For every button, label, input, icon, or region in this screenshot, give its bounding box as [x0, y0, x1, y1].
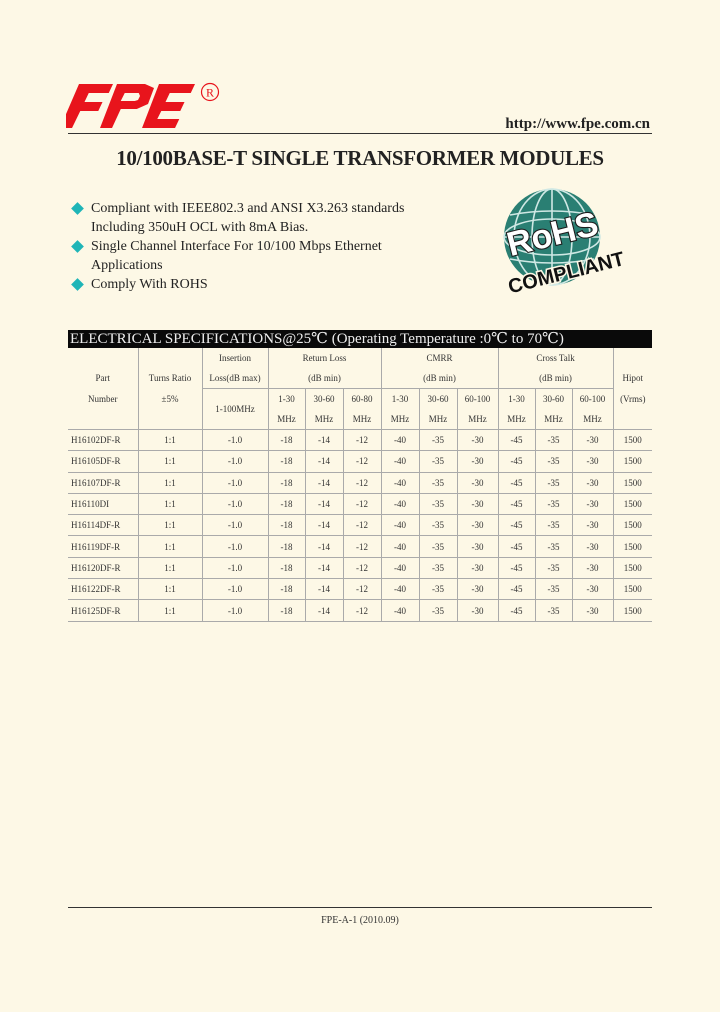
table-header: (Vrms) — [613, 389, 652, 410]
table-cell: -30 — [572, 430, 613, 451]
diamond-bullet-icon — [71, 278, 84, 291]
table-cell: -30 — [457, 430, 498, 451]
part-number-cell: H16125DF-R — [68, 600, 138, 621]
spec-table — [68, 348, 652, 622]
table-cell: -14 — [305, 600, 343, 621]
table-cell: -12 — [343, 451, 381, 472]
table-cell: -45 — [498, 557, 535, 578]
table-cell: -40 — [381, 557, 419, 578]
table-header — [68, 348, 138, 368]
table-row — [68, 472, 652, 493]
table-cell: -35 — [419, 536, 457, 557]
table-cell: 1:1 — [138, 579, 202, 600]
table-cell: 1500 — [613, 600, 652, 621]
table-cell: -30 — [572, 451, 613, 472]
table-header: Number — [88, 393, 118, 404]
table-cell: -18 — [268, 579, 305, 600]
table-cell: -18 — [268, 515, 305, 536]
table-row — [68, 557, 652, 578]
table-cell: -30 — [457, 536, 498, 557]
table-cell: -30 — [572, 493, 613, 514]
table-cell: -45 — [498, 493, 535, 514]
table-row — [68, 430, 652, 451]
table-cell: -30 — [572, 557, 613, 578]
table-cell: -14 — [305, 472, 343, 493]
part-number-cell: H16119DF-R — [68, 536, 138, 557]
table-cell: -35 — [419, 579, 457, 600]
table-cell: -12 — [343, 430, 381, 451]
table-header: (dB min) — [381, 368, 498, 389]
table-cell: -30 — [457, 451, 498, 472]
table-header — [613, 409, 652, 430]
table-cell: -45 — [498, 451, 535, 472]
table-cell: -40 — [381, 600, 419, 621]
table-cell: -14 — [305, 579, 343, 600]
table-cell: 1500 — [613, 493, 652, 514]
table-row — [68, 600, 652, 621]
table-header: Loss(dB max) — [202, 368, 268, 389]
table-cell: -30 — [457, 515, 498, 536]
rohs-compliant-badge — [480, 185, 630, 305]
table-cell: -14 — [305, 557, 343, 578]
table-header: Cross Talk — [498, 348, 613, 368]
table-header: MHz — [381, 409, 419, 430]
table-row — [68, 451, 652, 472]
table-cell: -18 — [268, 536, 305, 557]
part-number-cell: H16107DF-R — [68, 472, 138, 493]
table-cell: 1:1 — [138, 515, 202, 536]
table-header: MHz — [419, 409, 457, 430]
table-cell: -45 — [498, 430, 535, 451]
table-cell: -35 — [419, 493, 457, 514]
part-number-cell: H16114DF-R — [68, 515, 138, 536]
footer-divider — [68, 907, 652, 908]
table-cell: 1500 — [613, 430, 652, 451]
table-cell: 1:1 — [138, 493, 202, 514]
table-header: 30-60 — [535, 389, 572, 410]
table-header: Part — [95, 373, 110, 384]
table-cell: 1500 — [613, 451, 652, 472]
table-cell: 1:1 — [138, 451, 202, 472]
table-cell: -35 — [535, 600, 572, 621]
table-cell: -1.0 — [202, 536, 268, 557]
table-cell: -35 — [419, 600, 457, 621]
part-number-cell: H16102DF-R — [68, 430, 138, 451]
fpe-logo — [66, 80, 196, 132]
table-row — [68, 493, 652, 514]
table-header: MHz — [268, 409, 305, 430]
table-header: 1-30 — [498, 389, 535, 410]
table-cell: -35 — [535, 579, 572, 600]
table-cell: 1:1 — [138, 536, 202, 557]
table-cell: 1:1 — [138, 600, 202, 621]
svg-text:R: R — [205, 85, 215, 100]
table-cell: -30 — [457, 579, 498, 600]
table-cell: -30 — [572, 600, 613, 621]
feature-item-continued: Applications — [91, 258, 163, 273]
table-header: ±5% — [138, 389, 202, 410]
table-cell: -1.0 — [202, 493, 268, 514]
feature-item-continued: Including 350uH OCL with 8mA Bias. — [91, 220, 309, 235]
table-cell: -12 — [343, 536, 381, 557]
table-header: 30-60 — [419, 389, 457, 410]
table-header: MHz — [498, 409, 535, 430]
table-header: Hipot — [613, 368, 652, 389]
table-header: MHz — [535, 409, 572, 430]
table-header: Insertion — [202, 348, 268, 368]
table-cell: -30 — [457, 557, 498, 578]
table-cell: -1.0 — [202, 430, 268, 451]
table-cell: -18 — [268, 493, 305, 514]
table-header: 60-100 — [457, 389, 498, 410]
spec-table-body — [68, 430, 652, 622]
part-number-cell: H16105DF-R — [68, 451, 138, 472]
table-cell: -14 — [305, 536, 343, 557]
table-cell: -1.0 — [202, 451, 268, 472]
table-cell: -1.0 — [202, 557, 268, 578]
feature-list — [70, 199, 404, 294]
table-cell: -18 — [268, 451, 305, 472]
diamond-bullet-icon — [71, 240, 84, 253]
table-cell: -35 — [535, 430, 572, 451]
table-cell: -14 — [305, 451, 343, 472]
table-row — [68, 579, 652, 600]
table-cell: -12 — [343, 472, 381, 493]
table-cell: -40 — [381, 579, 419, 600]
table-header — [613, 348, 652, 368]
table-cell: -12 — [343, 579, 381, 600]
footer-doc-code: FPE-A-1 (2010.09) — [321, 915, 399, 926]
feature-item: Single Channel Interface For 10/100 Mbps Ethernet — [70, 237, 404, 256]
table-cell: -35 — [535, 536, 572, 557]
table-header: 1-30 — [381, 389, 419, 410]
table-cell: 1:1 — [138, 430, 202, 451]
table-header: MHz — [305, 409, 343, 430]
table-cell: -35 — [419, 472, 457, 493]
table-header: 60-100 — [572, 389, 613, 410]
table-cell: -1.0 — [202, 579, 268, 600]
table-cell: -12 — [343, 557, 381, 578]
table-cell: 1500 — [613, 557, 652, 578]
feature-item: Compliant with IEEE802.3 and ANSI X3.263 standards — [70, 199, 404, 218]
table-cell: 1500 — [613, 536, 652, 557]
table-cell: -18 — [268, 557, 305, 578]
table-cell: -1.0 — [202, 472, 268, 493]
table-cell: -35 — [419, 451, 457, 472]
table-cell: -45 — [498, 536, 535, 557]
part-number-cell: H16122DF-R — [68, 579, 138, 600]
table-header: Turns Ratio — [138, 368, 202, 389]
table-cell: -35 — [535, 451, 572, 472]
table-header: MHz — [457, 409, 498, 430]
table-cell: -40 — [381, 515, 419, 536]
table-cell: -18 — [268, 600, 305, 621]
table-cell: -12 — [343, 600, 381, 621]
table-header: 1-100MHz — [202, 389, 268, 430]
table-header: (dB min) — [268, 368, 381, 389]
table-cell: 1500 — [613, 472, 652, 493]
table-cell: -30 — [457, 493, 498, 514]
table-row — [68, 536, 652, 557]
table-header: (dB min) — [498, 368, 613, 389]
table-cell: -40 — [381, 493, 419, 514]
table-cell: -14 — [305, 430, 343, 451]
rohs-badge-top-text: RoHS — [503, 204, 603, 265]
header-divider — [68, 133, 652, 134]
table-header: 1-30 — [268, 389, 305, 410]
table-cell: 1500 — [613, 579, 652, 600]
table-header: CMRR — [381, 348, 498, 368]
registered-trademark-icon — [200, 82, 220, 102]
table-cell: -40 — [381, 451, 419, 472]
table-cell: -1.0 — [202, 515, 268, 536]
table-header — [68, 409, 138, 430]
table-cell: -35 — [535, 472, 572, 493]
website-url[interactable]: http://www.fpe.com.cn — [505, 116, 650, 132]
table-cell: 1:1 — [138, 557, 202, 578]
feature-item: Comply With ROHS — [70, 275, 404, 294]
table-cell: -12 — [343, 493, 381, 514]
table-cell: -1.0 — [202, 600, 268, 621]
table-header: MHz — [343, 409, 381, 430]
table-cell: -40 — [381, 430, 419, 451]
table-cell: -30 — [572, 515, 613, 536]
table-cell: -12 — [343, 515, 381, 536]
table-cell: 1500 — [613, 515, 652, 536]
table-cell: 1:1 — [138, 472, 202, 493]
table-cell: -45 — [498, 515, 535, 536]
table-cell: -30 — [572, 472, 613, 493]
table-cell: -35 — [419, 557, 457, 578]
spec-heading: ELECTRICAL SPECIFICATIONS@25℃ (Operating Temperature :0℃ to 70℃) — [68, 330, 652, 348]
table-cell: -40 — [381, 472, 419, 493]
table-header: MHz — [572, 409, 613, 430]
table-cell: -30 — [457, 600, 498, 621]
table-cell: -35 — [419, 430, 457, 451]
table-header — [138, 409, 202, 430]
table-header: Return Loss — [268, 348, 381, 368]
table-cell: -14 — [305, 515, 343, 536]
table-cell: -18 — [268, 430, 305, 451]
table-cell: -35 — [419, 515, 457, 536]
table-cell: -30 — [457, 472, 498, 493]
table-cell: -14 — [305, 493, 343, 514]
table-cell: -45 — [498, 600, 535, 621]
rohs-badge-bottom-text: COMPLIANT — [506, 248, 627, 299]
table-cell: -45 — [498, 579, 535, 600]
table-row — [68, 515, 652, 536]
table-header — [138, 348, 202, 368]
diamond-bullet-icon — [71, 202, 84, 215]
part-number-cell: H16110DI — [68, 493, 138, 514]
table-header: 60-80 — [343, 389, 381, 410]
table-cell: -35 — [535, 493, 572, 514]
part-number-cell: H16120DF-R — [68, 557, 138, 578]
table-cell: -35 — [535, 557, 572, 578]
table-cell: -35 — [535, 515, 572, 536]
table-header: 30-60 — [305, 389, 343, 410]
table-cell: -30 — [572, 536, 613, 557]
table-cell: -30 — [572, 579, 613, 600]
table-cell: -40 — [381, 536, 419, 557]
table-cell: -18 — [268, 472, 305, 493]
table-cell: -45 — [498, 472, 535, 493]
page-title: 10/100BASE-T SINGLE TRANSFORMER MODULES — [116, 146, 604, 170]
